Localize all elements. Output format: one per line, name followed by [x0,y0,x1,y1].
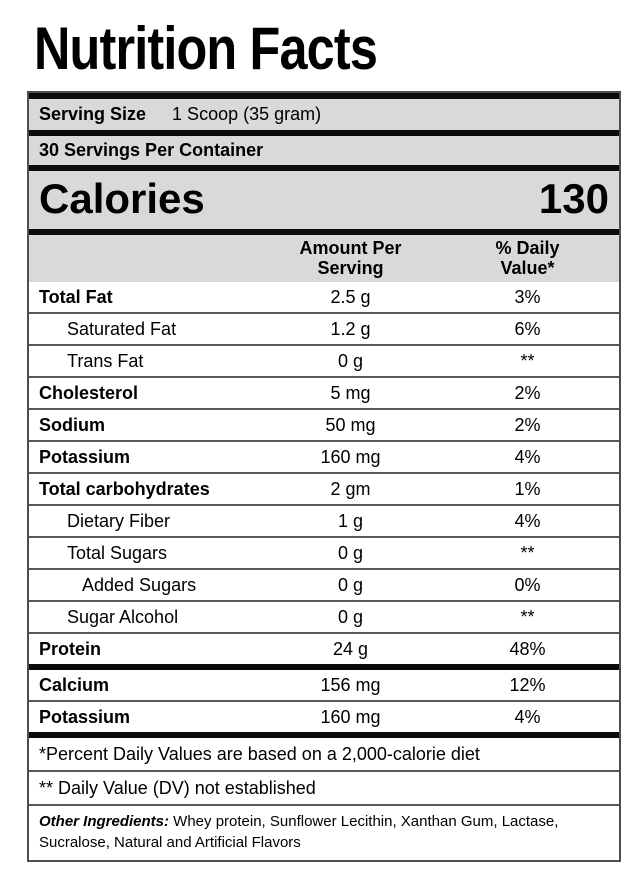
nutrient-daily-value: ** [520,351,535,371]
nutrient-row [29,504,619,536]
calories-value: 130 [538,175,609,222]
other-ingredients-text: Whey protein, Sunflower Lecithin, Xanthan Gum, Lactase, Sucralose, Natural and Artificial Flavors [39,813,559,851]
servings-per-container-text: 30 Servings Per Container [39,140,264,160]
nutrient-row [29,536,619,568]
nutrient-daily-value: 3% [514,287,541,307]
header-amount-line2: Serving [317,258,384,278]
nutrient-row [29,600,619,632]
nutrient-name: Added Sugars [82,575,197,595]
header-daily-line2: Value* [500,258,555,278]
header-percent-daily-value [436,238,619,278]
nutrient-row [29,312,619,344]
nutrient-row [29,376,619,408]
header-daily-line1: % Daily [495,238,560,258]
nutrient-row [29,408,619,440]
nutrient-row [29,632,619,664]
nutrient-row [29,568,619,600]
nutrient-daily-value: 12% [509,675,546,695]
nutrient-row [29,700,619,732]
footnote-dv-not-established: ** Daily Value (DV) not established [29,770,619,804]
serving-size-row [29,99,619,130]
nutrient-daily-value: 6% [514,319,541,339]
other-ingredients-label: Other Ingredients: [39,813,170,830]
servings-per-container-row [29,136,619,165]
page-title: Nutrition Facts [34,15,378,82]
nutrient-name: Sodium [39,415,105,435]
header-amount-line1: Amount Per [299,238,402,258]
nutrient-amount: 0 g [338,351,364,371]
nutrient-name: Dietary Fiber [67,511,171,531]
nutrient-daily-value: ** [520,607,535,627]
nutrient-daily-value: 1% [514,479,541,499]
nutrient-amount: 5 mg [330,383,371,403]
nutrient-daily-value: 4% [514,511,541,531]
header-amount-per-serving [265,238,436,278]
serving-size-label: Serving Size [39,104,147,124]
nutrient-amount: 1 g [338,511,364,531]
minerals-table [29,670,619,732]
nutrient-amount: 156 mg [320,675,381,695]
nutrient-amount: 0 g [338,575,364,595]
nutrient-daily-value: 48% [509,639,546,659]
other-ingredients-row [29,804,619,860]
nutrient-amount: 2 gm [330,479,371,499]
nutrient-name: Saturated Fat [67,319,177,339]
nutrient-name: Total Fat [39,287,113,307]
nutrient-name: Total carbohydrates [39,479,210,499]
nutrient-daily-value: ** [520,543,535,563]
nutrition-facts-label [27,91,621,862]
nutrient-name: Protein [39,639,102,659]
nutrient-amount: 160 mg [320,447,381,467]
nutrient-amount: 0 g [338,543,364,563]
nutrient-daily-value: 2% [514,415,541,435]
nutrient-name: Potassium [39,447,131,467]
nutrient-name: Total Sugars [67,543,168,563]
nutrient-name: Sugar Alcohol [67,607,179,627]
nutrient-amount: 2.5 g [330,287,371,307]
nutrient-name: Calcium [39,675,110,695]
nutrient-amount: 160 mg [320,707,381,727]
nutrient-row [29,440,619,472]
nutrient-name: Potassium [39,707,131,727]
nutrient-row [29,472,619,504]
calories-label: Calories [39,175,205,222]
footnote-daily-values: *Percent Daily Values are based on a 2,000-calorie diet [39,744,480,764]
nutrient-daily-value: 4% [514,447,541,467]
nutrient-row [29,670,619,700]
nutrient-daily-value: 4% [514,707,541,727]
nutrient-amount: 24 g [333,639,369,659]
table-header-row [29,235,619,282]
nutrient-row [29,282,619,312]
calories-row [29,171,619,229]
nutrients-table [29,282,619,664]
serving-size-value: 1 Scoop (35 gram) [172,104,322,124]
nutrient-name: Cholesterol [39,383,139,403]
nutrient-amount: 50 mg [325,415,376,435]
nutrient-daily-value: 0% [514,575,541,595]
nutrient-amount: 0 g [338,607,364,627]
nutrient-amount: 1.2 g [330,319,371,339]
nutrient-row [29,344,619,376]
nutrient-name: Trans Fat [67,351,144,371]
nutrient-daily-value: 2% [514,383,541,403]
